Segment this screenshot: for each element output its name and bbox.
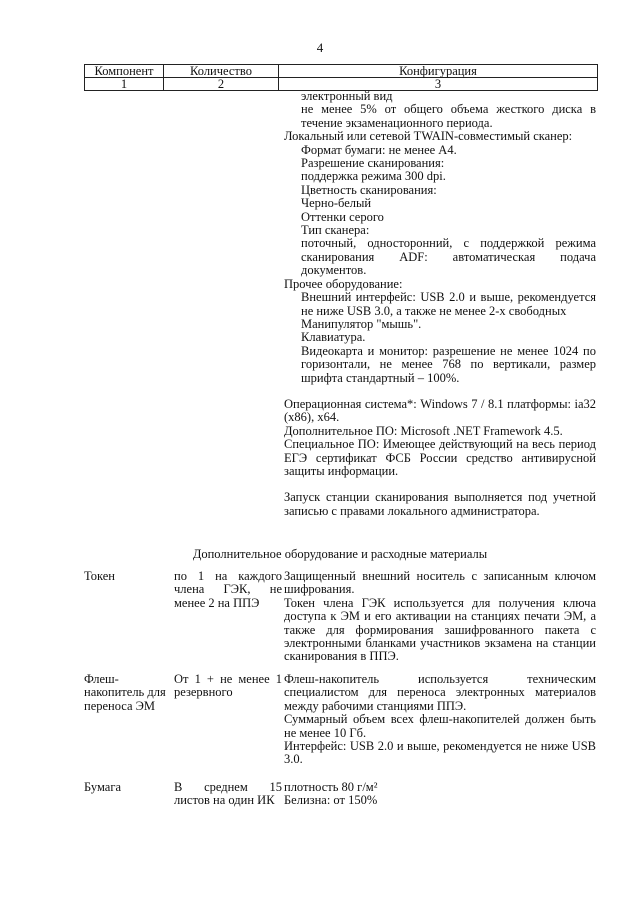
item-configuration (284, 570, 596, 664)
config-line: Черно-белый (301, 196, 372, 211)
header-number-3: 3 (279, 78, 598, 91)
item-config-line: Защищенный внешний носитель с записанным ключом шифрования. (284, 569, 596, 597)
item-configuration (284, 781, 596, 808)
item-component: Бумага (84, 780, 121, 794)
config-line: Операционная система*: Windows 7 / 8.1 платформы: ia32 (x86), x64. (284, 396, 596, 425)
item-quantity: по 1 на каждого члена ГЭК, не менее 2 на ППЭ (174, 569, 282, 610)
config-line: не менее 5% от общего объема жесткого диска в течение экзаменационного периода. (301, 102, 596, 130)
item-config-line: Флеш-накопитель используется техническим специалистом для переноса электронных материалов между рабочими станциями ППЭ. (284, 672, 596, 713)
header-quantity: Количество (164, 65, 279, 78)
config-line: поддержка режима 300 dpi. (301, 169, 446, 184)
paragraph-gap (284, 385, 596, 398)
item-component: Токен (84, 569, 115, 583)
item-config-line: Суммарный объем всех флеш-накопителей должен быть не менее 10 Гб. (284, 712, 596, 740)
config-line: Специальное ПО: Имеющее действующий на весь период ЕГЭ сертификат ФСБ России средство антивирусной защиты информации. (284, 437, 596, 478)
header-number-1: 1 (85, 78, 164, 91)
config-line: Разрешение сканирования: (301, 156, 445, 171)
item-quantity: От 1 + не менее 1 резервного (174, 672, 282, 700)
config-line: Локальный или сетевой TWAIN-совместимый сканер: (284, 129, 573, 144)
item-quantity: В среднем 15 листов на один ИК (174, 780, 282, 808)
config-line: электронный вид (301, 89, 393, 103)
config-line: Видеокарта и монитор: разрешение не менее 1024 по горизонтали, не менее 768 по вертикали, размер шрифта стандартный – 100%. (301, 343, 596, 385)
item-configuration (284, 673, 596, 767)
header-caption-row (85, 65, 598, 78)
item-config-line: Белизна: от 150% (284, 793, 378, 808)
item-config-line: плотность 80 г/м² (284, 780, 378, 794)
section-subtitle: Дополнительное оборудование и расходные материалы (192, 547, 488, 561)
config-line: Оттенки серого (301, 209, 384, 224)
config-line: поточный, односторонний, с поддержкой режима сканирования ADF: автоматическая подача документов. (301, 236, 596, 278)
header-configuration: Конфигурация (279, 65, 598, 78)
config-line: Формат бумаги: не менее А4. (301, 142, 457, 157)
header-component: Компонент (85, 65, 164, 78)
config-line: Дополнительное ПО: Microsoft .NET Framework 4.5. (284, 423, 563, 438)
config-line: Запуск станции сканирования выполняется под учетной записью с правами локального администратора. (284, 490, 596, 518)
page-number: 4 (316, 40, 324, 55)
config-line: Цветность сканирования: (301, 182, 437, 197)
item-config-line: Токен члена ГЭК используется для получения ключа доступа к ЭМ и его активации на станциях печати ЭМ, а также для формирования зашифрованного пакета с электронными бланками участников экзамена на станции сканирования в ППЭ. (284, 595, 596, 664)
config-line: Манипулятор "мышь". (301, 316, 422, 331)
config-line: Клавиатура. (301, 330, 366, 345)
config-line: Внешний интерфейс: USB 2.0 и выше, рекомендуется не ниже USB 3.0, а также не менее 2-х свободных (301, 290, 596, 318)
item-component: Флеш-накопитель для переноса ЭМ (84, 672, 166, 713)
config-line: Прочее оборудование: (284, 276, 403, 291)
item-config-line: Интерфейс: USB 2.0 и выше, рекомендуется не ниже USB 3.0. (284, 739, 596, 767)
config-line: Тип сканера: (301, 223, 370, 238)
header-number-2: 2 (164, 78, 279, 91)
table-header (84, 64, 598, 91)
configuration-text (284, 90, 596, 518)
